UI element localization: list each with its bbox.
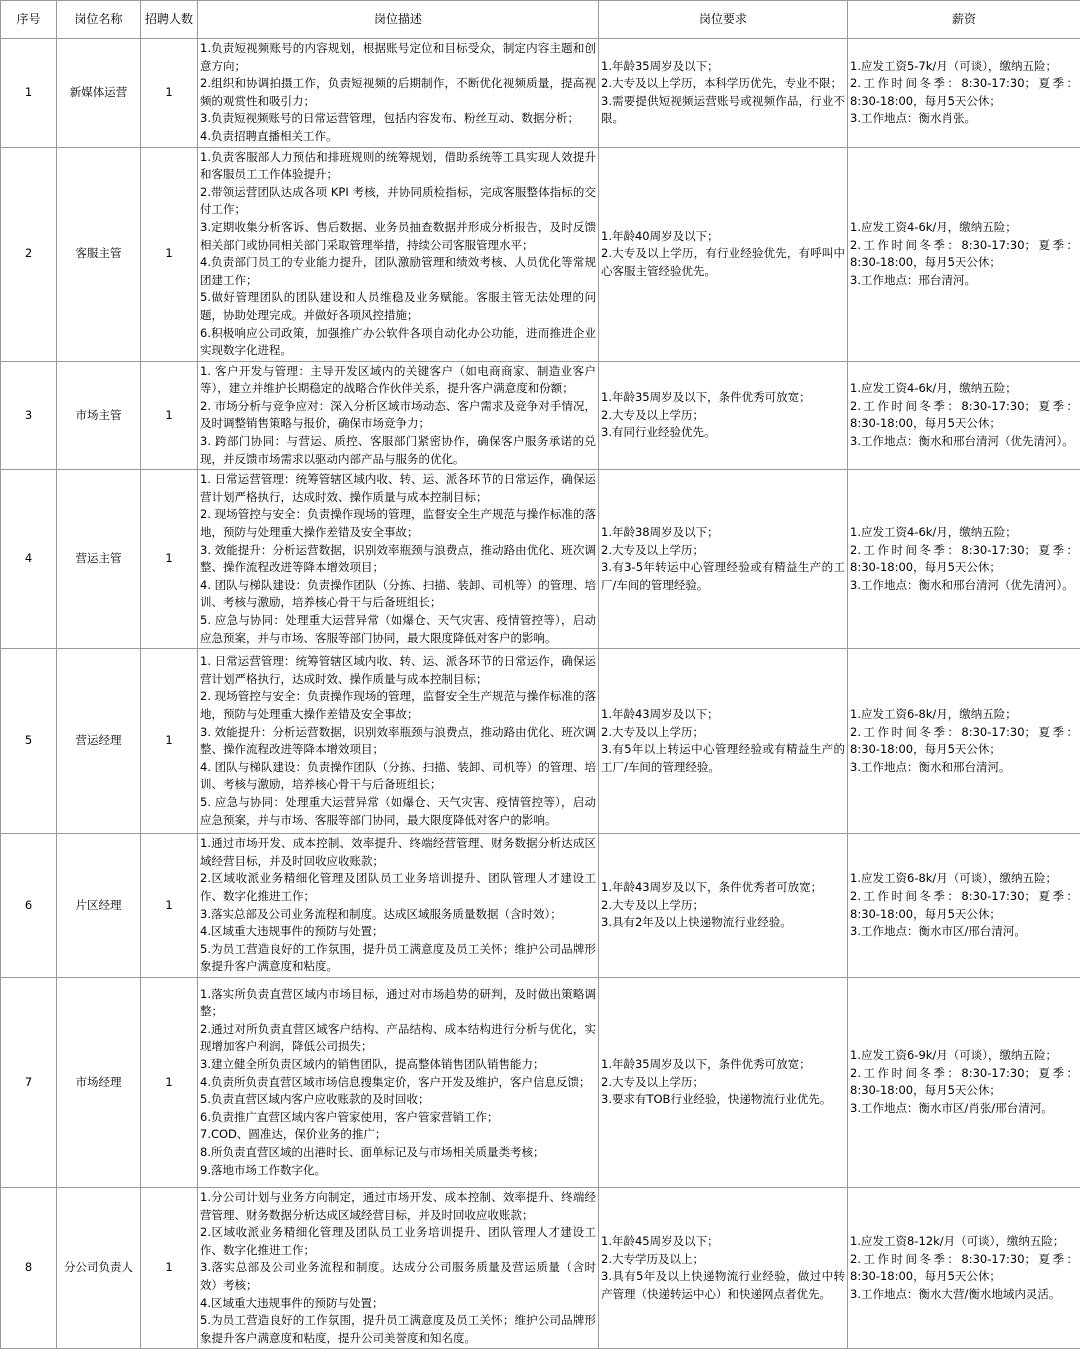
table-row [1,834,1080,978]
hire-count: 1 [141,147,198,361]
job-requirements: 1.年龄38周岁及以下； 2.大专及以上学历； 3.有3-5年转运中心管理经验或有精益生产的工厂/车间的管理经验。 [599,470,848,649]
row-index: 8 [1,1187,57,1348]
job-salary: 1.应发工资4-6k/月，缴纳五险； 2.工作时间冬季：8:30-17:30；夏季：8:30-18:00，每月5天公休； 3.工作地点：邢台清河。 [848,147,1080,361]
hire-count: 1 [141,470,198,649]
job-requirements: 1.年龄43周岁及以下，条件优秀者可放宽； 2.大专及以上学历； 3.具有2年及以上快递物流行业经验。 [599,834,848,978]
job-salary: 1.应发工资6-8k/月，缴纳五险； 2.工作时间冬季：8:30-17:30；夏季：8:30-18:00，每月5天公休； 3.工作地点：衡水和邢台清河。 [848,649,1080,834]
job-requirements: 1.年龄35周岁及以下； 2.大专及以上学历，本科学历优先，专业不限； 3.需要提供短视频运营账号或视频作品，行业不限。 [599,39,848,148]
header-title: 岗位名称 [57,1,141,39]
job-title: 营运经理 [57,649,141,834]
hire-count: 1 [141,977,198,1187]
job-requirements: 1.年龄40周岁及以下； 2.大专及以上学历，有行业经验优先，有呼叫中心客服主管经验优先。 [599,147,848,361]
job-title: 分公司负责人 [57,1187,141,1348]
row-index: 6 [1,834,57,978]
header-salary: 薪资 [848,1,1080,39]
job-description: 1.通过市场开发、成本控制、效率提升、终端经营管理、财务数据分析达成区域经营目标，并及时回收应收账款； 2.区域收派业务精细化管理及团队员工业务培训提升、团队管理人才建设工作、数字化推进工作； 3.落实总部及公司业务流程和制度。达成区域服务质量数据（含时效）； 4.区域重大违规事件的预防与处置； 5.为员工营造良好的工作氛围，提升员工满意度及员工关怀；维护公司品牌形象提升客户满意度和粘度。 [198,834,599,978]
hire-count: 1 [141,834,198,978]
job-description: 1. 客户开发与管理：主导开发区域内的关键客户（如电商商家、制造业客户等），建立并维护长期稳定的战略合作伙伴关系，提升客户满意度和份额； 2. 市场分析与竞争应对：深入分析区域市场动态、客户需求及竞争对手情况，及时调整销售策略与报价，确保市场竞争力； 3. 跨部门协同：与营运、质控、客服部门紧密协作，确保客户服务承诺的兑现，并反馈市场需求以驱动内部产品与服务的优化。 [198,361,599,470]
job-requirements: 1.年龄35周岁及以下，条件优秀可放宽； 2.大专及以上学历； 3.要求有TOB行业经验，快递物流行业优先。 [599,977,848,1187]
job-requirements: 1.年龄35周岁及以下，条件优秀可放宽； 2.大专及以上学历； 3.有同行业经验优先。 [599,361,848,470]
job-description: 1. 日常运营管理：统筹管辖区域内收、转、运、派各环节的日常运作，确保运营计划严格执行，达成时效、操作质量与成本控制目标； 2. 现场管控与安全：负责操作现场的管理，监督安全生产规范与操作标准的落地，预防与处理重大操作差错及安全事故； 3. 效能提升：分析运营数据，识别效率瓶颈与浪费点，推动路由优化、班次调整、操作流程改进等降本增效项目； 4. 团队与梯队建设：负责操作团队（分拣、扫描、装卸、司机等）的管理、培训、考核与激励，培养核心骨干与后备班组长； 5. 应急与协同：处理重大运营异常（如爆仓、天气灾害、疫情管控等），启动应急预案，并与市场、客服等部门协同，最大限度降低对客户的影响。 [198,649,599,834]
job-requirements: 1.年龄43周岁及以下； 2.大专及以上学历； 3.有5年以上转运中心管理经验或有精益生产的工厂/车间的管理经验。 [599,649,848,834]
table-row [1,977,1080,1187]
row-index: 1 [1,39,57,148]
header-description: 岗位描述 [198,1,599,39]
header-requirements: 岗位要求 [599,1,848,39]
job-salary: 1.应发工资5-7k/月（可谈），缴纳五险； 2.工作时间冬季：8:30-17:30；夏季：8:30-18:00，每月5天公休； 3.工作地点：衡水肖张。 [848,39,1080,148]
job-description: 1.负责短视频账号的内容规划，根据账号定位和目标受众，制定内容主题和创意方向； 2.组织和协调拍摄工作，负责短视频的后期制作，不断优化视频质量，提高视频的观赏性和吸引力； 3.负责短视频账号的日常运营管理，包括内容发布、粉丝互动、数据分析； 4.负责招聘直播相关工作。 [198,39,599,148]
hire-count: 1 [141,649,198,834]
job-title: 新媒体运营 [57,39,141,148]
job-description: 1. 日常运营管理：统筹管辖区域内收、转、运、派各环节的日常运作，确保运营计划严格执行，达成时效、操作质量与成本控制目标； 2. 现场管控与安全：负责操作现场的管理，监督安全生产规范与操作标准的落地，预防与处理重大操作差错及安全事故； 3. 效能提升：分析运营数据，识别效率瓶颈与浪费点，推动路由优化、班次调整、操作流程改进等降本增效项目； 4. 团队与梯队建设：负责操作团队（分拣、扫描、装卸、司机等）的管理、培训、考核与激励，培养核心骨干与后备班组长； 5. 应急与协同：处理重大运营异常（如爆仓、天气灾害、疫情管控等），启动应急预案，并与市场、客服等部门协同，最大限度降低对客户的影响。 [198,470,599,649]
job-title: 市场主管 [57,361,141,470]
row-index: 7 [1,977,57,1187]
job-salary: 1.应发工资4-6k/月，缴纳五险； 2.工作时间冬季：8:30-17:30；夏季：8:30-18:00，每月5天公休； 3.工作地点：衡水和邢台清河（优先清河）。 [848,470,1080,649]
hire-count: 1 [141,1187,198,1348]
table-row [1,39,1080,148]
row-index: 3 [1,361,57,470]
row-index: 5 [1,649,57,834]
hire-count: 1 [141,361,198,470]
row-index: 4 [1,470,57,649]
table-row [1,470,1080,649]
hire-count: 1 [141,39,198,148]
table-header-row [1,1,1080,39]
job-title: 营运主管 [57,470,141,649]
job-description: 1.落实所负责直营区域内市场目标，通过对市场趋势的研判，及时做出策略调整； 2.通过对所负责直营区域客户结构、产品结构、成本结构进行分析与优化，实现增加客户利润，降低公司损失； 3.建立健全所负责区域内的销售团队，提高整体销售团队销售能力； 4.负责所负责直营区域市场信息搜集定价，客户开发及维护，客户信息反馈； 5.负责直营区域内客户应收账款的及时回收； 6.负责推广直营区域内客户管家使用，客户管家营销工作； 7.COD、圆准达，保价业务的推广； 8.所负责直营区域的出港时长、面单标记及与市场相关质量类考核； 9.落地市场工作数字化。 [198,977,599,1187]
job-salary: 1.应发工资6-8k/月（可谈），缴纳五险； 2.工作时间冬季：8:30-17:30；夏季：8:30-18:00，每月5天公休； 3.工作地点：衡水市区/邢台清河。 [848,834,1080,978]
header-count: 招聘人数 [141,1,198,39]
job-description: 1.分公司计划与业务方向制定，通过市场开发、成本控制、效率提升、终端经营管理、财务数据分析达成区域经营目标，并及时回收应收账款； 2.区域收派业务精细化管理及团队员工业务培训提升、团队管理人才建设工作、数字化推进工作； 3.落实总部及公司业务流程和制度。达成分公司服务质量及营运质量（含时效）考核； 4.区域重大违规事件的预防与处置； 5.为员工营造良好的工作氛围，提升员工满意度及员工关怀；维护公司品牌形象提升客户满意度和粘度，提升公司美誉度和知名度。 [198,1187,599,1348]
job-title: 市场经理 [57,977,141,1187]
table-row [1,1187,1080,1348]
table-row [1,361,1080,470]
job-title: 客服主管 [57,147,141,361]
job-title: 片区经理 [57,834,141,978]
table-row [1,147,1080,361]
job-salary: 1.应发工资8-12k/月（可谈），缴纳五险； 2.工作时间冬季：8:30-17:30；夏季：8:30-18:00，每月5天公休； 3.工作地点：衡水大营/衡水地域内灵活。 [848,1187,1080,1348]
job-description: 1.负责客服部人力预估和排班规则的统筹规划，借助系统等工具实现人效提升和客服员工工作体验提升； 2.带领运营团队达成各项 KPI 考核，并协同质检指标，完成客服整体指标的交付工作； 3.定期收集分析客诉、售后数据、业务员抽查数据并形成分析报告，及时反馈相关部门或协同相关部门采取管理举措，持续公司客服管理水平； 4.负责部门员工的专业能力提升，团队激励管理和绩效考核、人员优化等常规团建工作； 5.做好管理团队的团队建设和人员维稳及业务赋能。客服主管无法处理的问题，协助处理完成。并做好各项风控措施； 6.积极响应公司政策，加强推广办公软件各项自动化办公功能，进而推进企业实现数字化进程。 [198,147,599,361]
job-requirements: 1.年龄45周岁及以下； 2.大专学历及以上； 3.具有5年及以上快递物流行业经验，做过中转产管理（快递转运中心）和快递网点者优先。 [599,1187,848,1348]
header-index: 序号 [1,1,57,39]
row-index: 2 [1,147,57,361]
job-salary: 1.应发工资6-9k/月（可谈），缴纳五险； 2.工作时间冬季：8:30-17:30；夏季：8:30-18:00，每月5天公休； 3.工作地点：衡水市区/肖张/邢台清河。 [848,977,1080,1187]
table-row [1,649,1080,834]
job-salary: 1.应发工资4-6k/月，缴纳五险； 2.工作时间冬季：8:30-17:30；夏季：8:30-18:00，每月5天公休； 3.工作地点：衡水和邢台清河（优先清河）。 [848,361,1080,470]
